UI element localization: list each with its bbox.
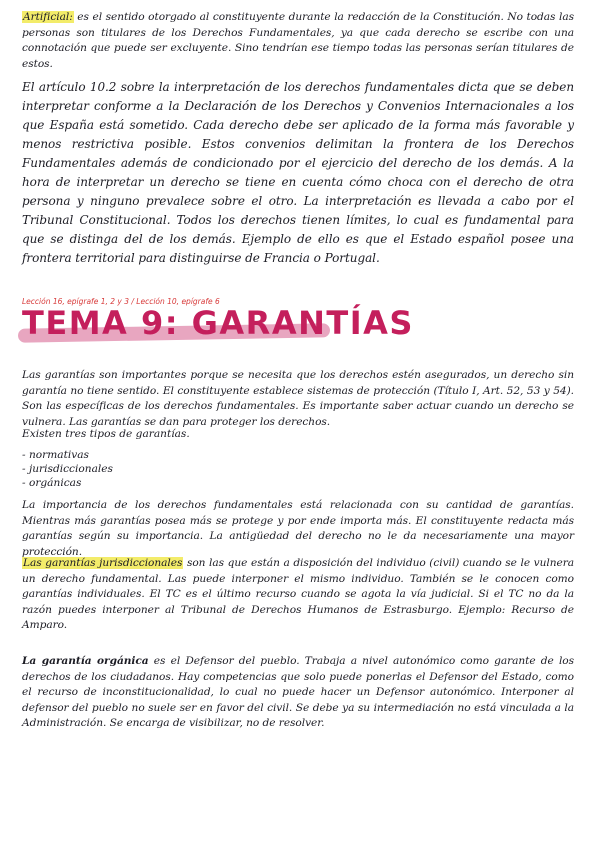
list-item: - orgánicas — [22, 476, 113, 490]
term-organic: La garantía orgánica — [22, 655, 149, 667]
guarantees-intro-paragraph: Las garantías son importantes porque se necesita que los derechos estén asegurados, un derecho sin garantía no tiene sentido. El constituyente establece sistemas de protección (Título I, Art. 52, 53 y 54). Son las específicas de los derechos fundamentales. Es importante saber actuar cuando un derecho se vulnera. Las garantías se dan para proteger los derechos. — [22, 369, 574, 428]
organic-text: es el Defensor del pueblo. Trabaja a nivel autonómico como garante de los derechos de los ciudadanos. Hay competencias que solo puede ponerlas el Defensor del Estado, como el recurso de inconstitucionalidad, lo cual no puede hacer un Defensor autonómico. Interponer al defensor del pueblo no suele ser en favor del civil. Se debe ya su intermediación no está vinculada a la Administración. Se encarga de visibilizar, no de resolver. — [22, 655, 574, 729]
term-jurisdictional: Las garantías jurisdiccionales — [23, 557, 183, 569]
term-artificial: Artificial: — [23, 11, 73, 23]
types-heading: Existen tres tipos de garantías. — [22, 428, 190, 440]
list-item: - normativas — [22, 448, 113, 462]
jurisdictional-text: son las que están a disposición del individuo (civil) cuando se le vulnera un derecho fundamental. Las puede interponer el mismo individuo. También se le conocen como garantías individuales. El TC es el último recurso cuando se agota la vía judicial. Si el TC no da la razón puedes interponer al Tribunal de Derechos Humanos de Estrasburgo. Ejemplo: Recurso de Amparo. — [22, 557, 574, 631]
title-block — [18, 304, 414, 348]
article-paragraph: El artículo 10.2 sobre la interpretación de los derechos fundamentales dicta que se deben interpretar conforme a la Declaración de los Derechos y Convenios Internacionales a los que España está sometido. Cada derecho debe ser aplicado de la forma más favorable y menos restrictiva posible. Estos convenios delimitan la frontera de los Derechos Fundamentales además de condicionado por el ejercicio del derecho de los demás. A la hora de interpretar un derecho se tiene en cuenta cómo choca con el derecho de otra persona y ninguno prevalece sobre el otro. La interpretación es llevada a cabo por el Tribunal Constitucional. Todos los derechos tienen límites, lo cual es fundamental para que se distinga del de los demás. Ejemplo de ello es que el Estado español posee una frontera territorial para distinguirse de Francia o Portugal. — [22, 80, 574, 265]
intro-text: es el sentido otorgado al constituyente durante la redacción de la Constitución. No todas las personas son titulares de los Derechos Fundamentales, ya que cada derecho se escribe con una connotación que puede ser excluyente. Sino tendrían ese tiempo todas las personas serían titulares de estos. — [22, 11, 574, 70]
organic-paragraph — [22, 654, 574, 732]
importance-paragraph: La importancia de los derechos fundamentales está relacionada con su cantidad de garantías. Mientras más garantías posea más se protege y por ende importa más. El constituyente redacta más garantías según su importancia. La antigüedad del derecho no le da necesariamente una mayor protección. — [22, 499, 574, 558]
jurisdictional-paragraph — [22, 556, 574, 634]
intro-paragraph — [22, 10, 574, 72]
lesson-reference: Lección 16, epígrafe 1, 2 y 3 / Lección 10, epígrafe 6 — [22, 297, 220, 306]
list-item: - jurisdiccionales — [22, 462, 113, 476]
types-list — [22, 448, 113, 490]
section-title: TEMA 9: GARANTÍAS — [22, 304, 414, 342]
